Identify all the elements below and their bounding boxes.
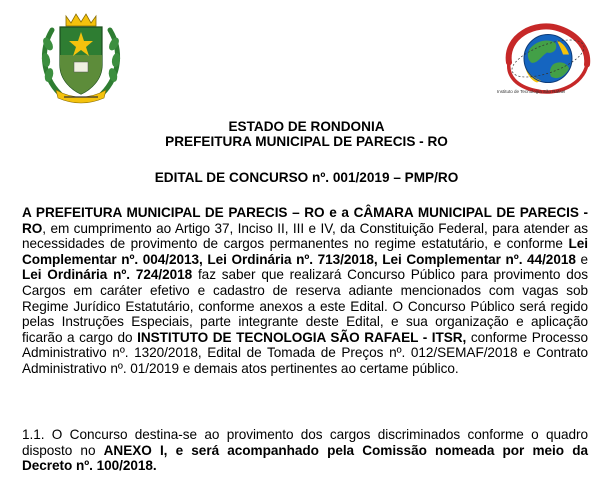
institute-name: INSTITUTO DE TECNOLOGIA SÃO RAFAEL - ITSR, [137,329,467,345]
constitution-text: , em cumprimento ao Artigo 37, Inciso II, III e IV, da Constituição Federal, para atender as necessidades de provimento de cargos permanentes no regime estatutário, e conforme [22,220,588,252]
edital-title: EDITAL DE CONCURSO nº. 001/2019 – PMP/RO [154,170,459,185]
intro-paragraph [22,205,588,377]
itsr-logo-caption: Instituto de Tecnologia São Rafael [497,89,566,94]
state-heading: ESTADO DE RONDONIA [228,119,385,134]
ordinary-law-text: Lei Ordinária nº. 724/2018 [22,267,193,283]
prefecture-heading: PREFEITURA MUNICIPAL DE PARECIS - RO [165,134,448,149]
process-text: conforme Processo Administrativo nº. 1320/2018, Edital de Tomada de Preços nº. 012/SEMAF/2018 e Contrato Administrativo nº. 01/2019 e demais atos pertinentes ao certame público. [22,329,588,376]
section-1-1-text: 1.1. O Concurso destina-se ao provimento dos cargos discriminados conforme o quadro disposto no [22,427,588,458]
municipal-coat-of-arms-logo [38,10,124,104]
section-1-1-paragraph [22,427,588,474]
issuers-text: A PREFEITURA MUNICIPAL DE PARECIS – RO e a CÂMARA MUNICIPAL DE PARECIS - RO [22,205,588,236]
laws-text: Lei Complementar nº. 004/2013, Lei Ordinária nº. 713/2018, Lei Complementar nº. 44/2018 [22,236,588,267]
itsr-institute-logo [497,15,599,100]
annex-commission-text: ANEXO I, e será acompanhado pela Comissão nomeada por meio da Decreto nº. 100/2018. [22,442,588,474]
conjunction-text: e [575,251,588,267]
announcement-text: faz saber que realizará Concurso Público para provimento dos Cargos em caráter efetivo e cadastro de reserva adiante mencionados com vagas sob Regime Jurídico Estatutário, conforme anexos a este Edital. O Concurso Público será regido pelas Instruções Especiais, parte integrante deste Edital, e sua organização e aplicação ficarão a cargo do [22,267,588,345]
